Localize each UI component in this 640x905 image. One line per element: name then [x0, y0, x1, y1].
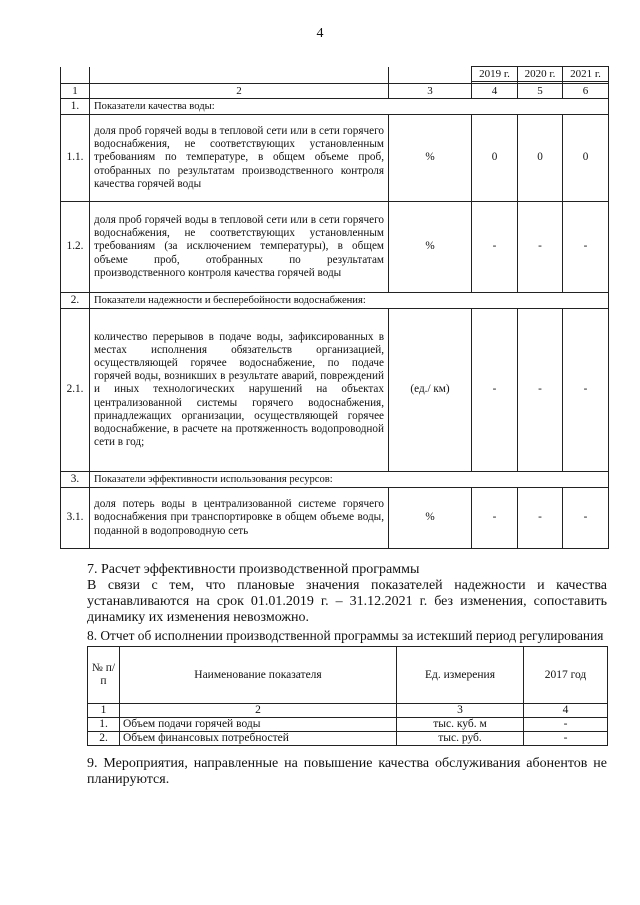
column-number: 2 — [90, 84, 389, 99]
unit-cell: (ед./ км) — [389, 309, 472, 472]
unit-cell: % — [389, 202, 472, 293]
indicator-row — [61, 488, 609, 549]
value-2020: - — [518, 309, 563, 472]
report-column-number-row — [88, 704, 608, 718]
unit-cell: тыс. куб. м — [397, 718, 524, 732]
value-2019: - — [472, 309, 518, 472]
value-cell: - — [524, 718, 608, 732]
row-number: 2.1. — [61, 309, 90, 472]
value-2021: - — [563, 202, 609, 293]
section-number: 2. — [61, 293, 90, 309]
value-2020: 0 — [518, 115, 563, 202]
year-header-row — [61, 67, 609, 82]
column-number: 1 — [61, 84, 90, 99]
value-2020: - — [518, 488, 563, 549]
unit-cell: % — [389, 115, 472, 202]
report-header: № п/п — [88, 647, 120, 704]
value-2020: - — [518, 202, 563, 293]
page-number: 4 — [316, 26, 324, 41]
report-table — [87, 646, 608, 746]
value-2021: 0 — [563, 115, 609, 202]
column-number: 5 — [518, 84, 563, 99]
indicator-row — [61, 115, 609, 202]
row-number: 2. — [88, 732, 120, 746]
section9-text: 9. Мероприятия, направленные на повышение качества обслуживания абонентов не планируются. — [87, 756, 607, 787]
report-row — [88, 732, 608, 746]
section-number: 1. — [61, 99, 90, 115]
quality-indicators-table — [60, 66, 609, 549]
indicator-row — [61, 309, 609, 472]
value-2019: - — [472, 488, 518, 549]
value-2021: - — [563, 488, 609, 549]
year-header: 2019 г. — [472, 67, 518, 82]
row-number: 1.1. — [61, 115, 90, 202]
report-header-row — [88, 647, 608, 704]
section-row — [61, 99, 609, 115]
section7-paragraph: В связи с тем, что плановые значения показателей надежности и качества устанавливаются на срок 01.01.2019 г. – 31.12.2021 г. без изменения, сопоставить динамику их изменения невозможно. — [87, 578, 607, 625]
indicator-description: количество перерывов в подаче воды, зафиксированных в местах исполнения обязательств организацией, осуществляющей горячее водоснабжение, по подаче горячей воды, возникших в результате аварий, повреждений и иных технологических нарушений на объектах централизованной системы горячего водоснабжения, принадлежащих организации, осуществляющей горячее водоснабжение, в расчете на протяженность водопроводной сети в год; — [90, 309, 389, 472]
indicator-description: доля проб горячей воды в тепловой сети или в сети горячего водоснабжения, не соответствующих установленным требованиям (за исключением температуры), в общем объеме проб, отобранных по результатам производственного контроля качества горячей воды — [90, 202, 389, 293]
section7-heading: 7. Расчет эффективности производственной программы — [87, 562, 420, 577]
row-number: 1.2. — [61, 202, 90, 293]
section-row — [61, 472, 609, 488]
section8-heading: 8. Отчет об исполнении производственной программы за истекший период регулирования — [87, 628, 604, 643]
row-number: 1. — [88, 718, 120, 732]
section-title: Показатели эффективности использования ресурсов: — [90, 472, 609, 488]
value-2019: - — [472, 202, 518, 293]
indicator-description: доля проб горячей воды в тепловой сети или в сети горячего водоснабжения, не соответствующих установленным требованиям по температуре, в общем объеме проб, отобранных по результатам производственного контроля качества горячей воды — [90, 115, 389, 202]
indicator-row — [61, 202, 609, 293]
indicator-name: Объем подачи горячей воды — [120, 718, 397, 732]
column-number: 1 — [88, 704, 120, 718]
row-number: 3.1. — [61, 488, 90, 549]
section-row — [61, 293, 609, 309]
report-row — [88, 718, 608, 732]
indicator-description: доля потерь воды в централизованной системе горячего водоснабжения при транспортировке в общем объеме воды, поданной в водопроводную сеть — [90, 488, 389, 549]
report-header: Наименование показателя — [120, 647, 397, 704]
value-cell: - — [524, 732, 608, 746]
column-number: 2 — [120, 704, 397, 718]
column-number-row — [61, 84, 609, 99]
year-header: 2021 г. — [563, 67, 609, 82]
value-2019: 0 — [472, 115, 518, 202]
value-2021: - — [563, 309, 609, 472]
unit-cell: % — [389, 488, 472, 549]
section-number: 3. — [61, 472, 90, 488]
column-number: 4 — [524, 704, 608, 718]
unit-cell: тыс. руб. — [397, 732, 524, 746]
section-title: Показатели надежности и бесперебойности водоснабжения: — [90, 293, 609, 309]
column-number: 6 — [563, 84, 609, 99]
year-header: 2020 г. — [518, 67, 563, 82]
column-number: 3 — [397, 704, 524, 718]
report-header: 2017 год — [524, 647, 608, 704]
column-number: 3 — [389, 84, 472, 99]
column-number: 4 — [472, 84, 518, 99]
report-header: Ед. измерения — [397, 647, 524, 704]
indicator-name: Объем финансовых потребностей — [120, 732, 397, 746]
section-title: Показатели качества воды: — [90, 99, 609, 115]
